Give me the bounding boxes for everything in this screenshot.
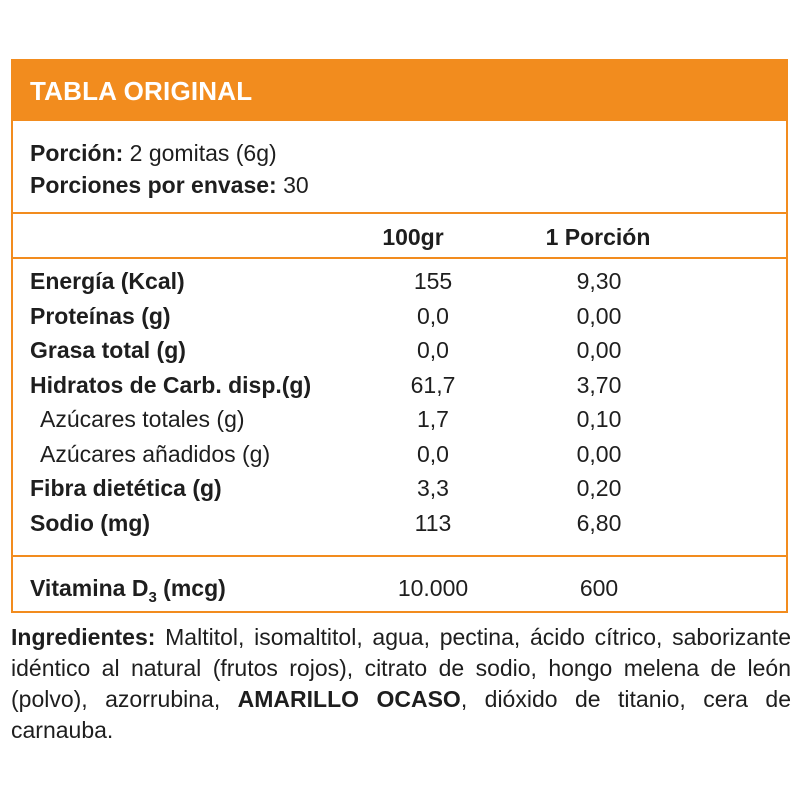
nutrient-name: Proteínas (g)	[30, 303, 171, 329]
nutrient-value-portion: 0,20	[576, 475, 622, 501]
column-header-100gr: 100gr	[382, 224, 444, 250]
nutrient-value-100gr: 3,3	[417, 475, 449, 501]
column-header-portion: 1 Porción	[545, 224, 651, 250]
nutrient-value-100gr: 113	[414, 510, 452, 536]
nutrient-name: Azúcares añadidos (g)	[40, 441, 271, 467]
nutrient-value-100gr: 155	[413, 268, 453, 294]
nutrient-value-100gr: 0,0	[417, 337, 449, 363]
nutrient-value-portion: 0,00	[576, 337, 622, 363]
nutrient-value-portion: 6,80	[576, 510, 622, 536]
per-container-line	[30, 171, 309, 199]
nutrient-name: Azúcares totales (g)	[40, 406, 245, 432]
portion-line	[30, 139, 277, 167]
header-band	[13, 61, 786, 121]
table-title: TABLA ORIGINAL	[30, 76, 253, 106]
nutrient-name: Grasa total (g)	[30, 337, 186, 363]
per-container-value: 30	[283, 172, 309, 198]
per-container-label: Porciones por envase:	[30, 172, 277, 198]
nutrient-name: Energía (Kcal)	[30, 268, 185, 294]
nutrient-value-portion: 0,00	[576, 441, 622, 467]
nutrient-name: Fibra dietética (g)	[30, 475, 222, 501]
vitamin-name-prefix: Vitamina D	[30, 575, 149, 601]
nutrient-name: Hidratos de Carb. disp.(g)	[30, 372, 312, 398]
nutrient-value-100gr: 61,7	[410, 372, 456, 398]
nutrition-table	[11, 59, 788, 613]
vitamin-name	[30, 574, 226, 606]
nutrient-value-100gr: 0,0	[417, 303, 449, 329]
nutrient-value-portion: 0,00	[576, 303, 622, 329]
vitamin-value-100gr: 10.000	[397, 575, 469, 601]
divider-line	[13, 555, 786, 557]
ingredients-highlight: AMARILLO OCASO	[237, 686, 461, 712]
nutrient-name: Sodio (mg)	[30, 510, 151, 536]
divider-line	[13, 257, 786, 259]
portion-label: Porción:	[30, 140, 124, 166]
ingredients-list-end: , dióxido de titanio, cera de carnauba.	[11, 686, 791, 743]
vitamin-subscript: 3	[148, 589, 157, 606]
portion-value: 2 gomitas (6g)	[129, 140, 277, 166]
nutrient-value-100gr: 1,7	[417, 406, 449, 432]
nutrient-value-100gr: 0,0	[417, 441, 449, 467]
nutrient-value-portion: 3,70	[576, 372, 622, 398]
vitamin-name-suffix: (mcg)	[156, 575, 226, 601]
ingredients-label: Ingredientes:	[11, 624, 156, 650]
nutrient-value-portion: 0,10	[576, 406, 622, 432]
divider-line	[13, 212, 786, 214]
ingredients-list-start: Maltitol, isomaltitol, agua, pectina, ácido cítrico, saborizante idéntico al natural (frutos rojos), citrato de sodio, hongo melena de león (polvo), azorrubina,	[11, 624, 791, 712]
ingredients-text	[11, 622, 791, 746]
nutrient-value-portion: 9,30	[576, 268, 622, 294]
vitamin-value-portion: 600	[579, 575, 619, 601]
